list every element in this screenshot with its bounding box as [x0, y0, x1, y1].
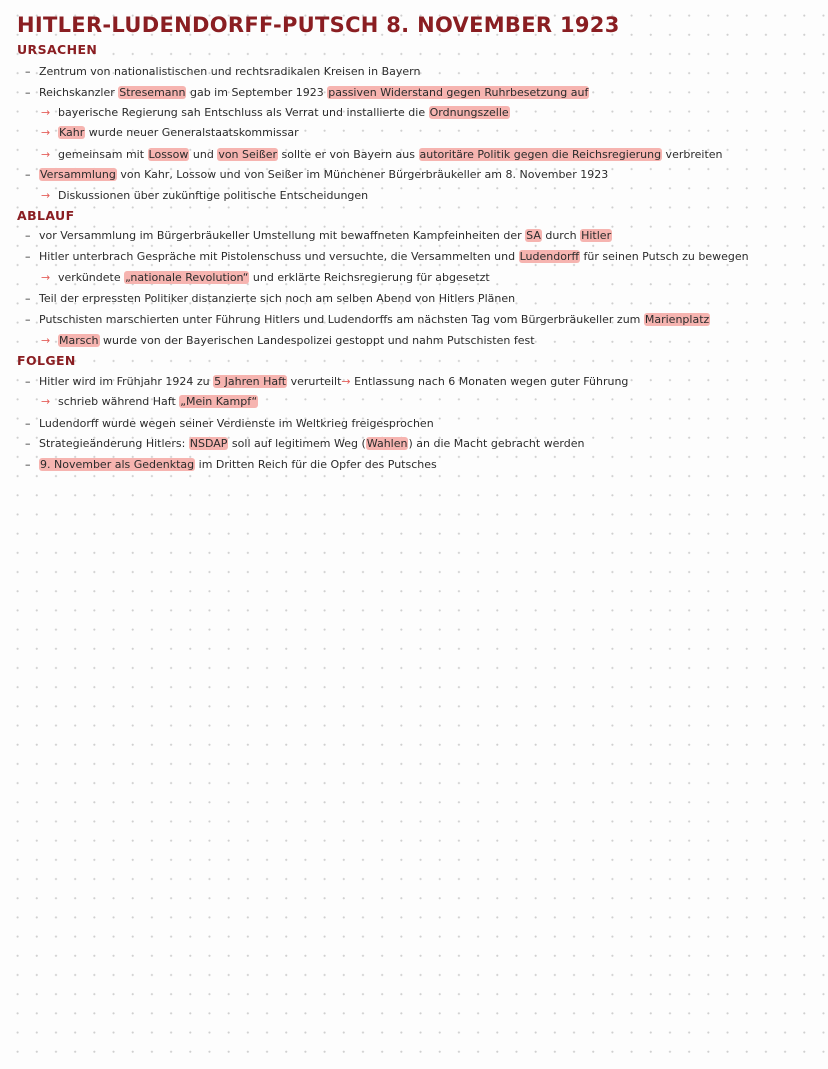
line-text: sollte er von Bayern aus [278, 148, 419, 161]
dash-bullet: – [25, 86, 31, 99]
line-text: Teil der erpressten Politiker distanzierte sich noch am selben Abend von Hitlers Plänen [39, 292, 516, 305]
dash-bullet: – [25, 313, 31, 326]
line-text: gab im September 1923 [186, 86, 328, 99]
line-text: im Dritten Reich für die Opfer des Putsches [195, 458, 437, 471]
highlight-text: Lossow [148, 148, 189, 161]
bullet-line [25, 168, 608, 182]
line-text: wurde neuer Generalstaatskommissar [85, 126, 299, 139]
line-text: Putschisten marschierten unter Führung Hitlers und Ludendorffs am nächsten Tag vom Bürgerbräukeller zum [39, 313, 644, 326]
highlight-text: passiven Widerstand gegen Ruhrbesetzung auf [328, 86, 589, 99]
highlight-text: „Mein Kampf“ [180, 395, 258, 408]
bullet-line [25, 313, 710, 327]
highlight-text: von Seißer [218, 148, 278, 161]
arrow-icon: → [41, 395, 51, 408]
highlight-text: „nationale Revolution“ [125, 271, 249, 284]
line-text: und erklärte Reichsregierung für abgesetzt [249, 271, 490, 284]
highlight-text: Ordnungszelle [429, 106, 509, 119]
dash-bullet: – [25, 375, 31, 388]
section-heading-folgen: FOLGEN [17, 353, 76, 368]
arrow-icon: → [41, 148, 51, 161]
dash-bullet: – [25, 168, 31, 181]
highlight-text: SA [526, 229, 541, 242]
line-text: Ludendorff wurde wegen seiner Verdienste im Weltkrieg freigesprochen [39, 417, 434, 430]
arrow-icon: → [41, 271, 51, 284]
bullet-line [25, 437, 584, 451]
bullet-line [25, 375, 628, 389]
bullet-line [25, 86, 589, 100]
dash-bullet: – [25, 417, 31, 430]
arrow-line [41, 334, 535, 348]
section-heading-ablauf: ABLAUF [17, 208, 75, 223]
highlight-text: Marienplatz [644, 313, 710, 326]
line-text: schrieb während Haft [58, 395, 180, 408]
line-text: verkündete [58, 271, 125, 284]
highlight-text: NSDAP [189, 437, 228, 450]
dash-bullet: – [25, 65, 31, 78]
arrow-icon: → [41, 334, 51, 347]
line-text: Zentrum von nationalistischen und rechtsradikalen Kreisen in Bayern [39, 65, 421, 78]
dash-bullet: – [25, 458, 31, 471]
line-text: ) an die Macht gebracht werden [408, 437, 585, 450]
highlight-text: autoritäre Politik gegen die Reichsregierung [419, 148, 662, 161]
bullet-line [25, 229, 612, 243]
dash-bullet: – [25, 229, 31, 242]
arrow-line [41, 126, 299, 140]
bullet-line [25, 458, 437, 472]
highlight-text: Stresemann [119, 86, 186, 99]
arrow-icon: → [41, 126, 51, 139]
line-text: gemeinsam mit [58, 148, 148, 161]
dash-bullet: – [25, 292, 31, 305]
bullet-line [25, 65, 420, 79]
line-text: verurteilt [287, 375, 342, 388]
highlight-text: Marsch [59, 334, 99, 347]
line-text: wurde von der Bayerischen Landespolizei gestoppt und nahm Putschisten fest [99, 334, 535, 347]
line-text: Hitler wird im Frühjahr 1924 zu [39, 375, 214, 388]
arrow-line [41, 395, 258, 409]
arrow-icon: → [41, 106, 51, 119]
bullet-line [25, 250, 749, 264]
line-text: Reichskanzler [39, 86, 119, 99]
bullet-line [25, 292, 515, 306]
line-text: durch [541, 229, 581, 242]
arrow-line [41, 189, 368, 203]
arrow-line [41, 271, 490, 285]
line-text: Hitler unterbrach Gespräche mit Pistolenschuss und versuchte, die Versammelten und [39, 250, 519, 263]
highlight-text: 5 Jahren Haft [214, 375, 287, 388]
dash-bullet: – [25, 437, 31, 450]
bullet-line [25, 417, 434, 431]
line-text: Diskussionen über zukünftige politische Entscheidungen [58, 189, 369, 202]
line-text: für seinen Putsch zu bewegen [580, 250, 749, 263]
highlight-text: 9. November als Gedenktag [40, 458, 195, 471]
line-text: soll auf legitimem Weg ( [228, 437, 366, 450]
line-text: vor Versammlung im Bürgerbräukeller Umstellung mit bewaffneten Kampfeinheiten der [39, 229, 526, 242]
line-text: von Kahr, Lossow und von Seißer im Münchener Bürgerbräukeller am 8. November 1923 [116, 168, 609, 181]
highlight-text: Ludendorff [519, 250, 580, 263]
line-text: bayerische Regierung sah Entschluss als Verrat und installierte die [58, 106, 429, 119]
dash-bullet: – [25, 250, 31, 263]
arrow-line [41, 148, 723, 162]
arrow-line [41, 106, 510, 120]
highlight-text: Kahr [59, 126, 85, 139]
arrow-icon: → [41, 189, 51, 202]
arrow-icon: → [341, 375, 351, 388]
line-text: und [189, 148, 218, 161]
line-text: verbreiten [662, 148, 723, 161]
line-text: Entlassung nach 6 Monaten wegen guter Führung [350, 375, 629, 388]
line-text: Strategieänderung Hitlers: [39, 437, 189, 450]
highlight-text: Versammlung [40, 168, 116, 181]
highlight-text: Hitler [581, 229, 612, 242]
page-title: HITLER-LUDENDORFF-PUTSCH 8. NOVEMBER 1923 [17, 13, 620, 37]
highlight-text: Wahlen [366, 437, 408, 450]
section-heading-ursachen: URSACHEN [17, 42, 98, 57]
